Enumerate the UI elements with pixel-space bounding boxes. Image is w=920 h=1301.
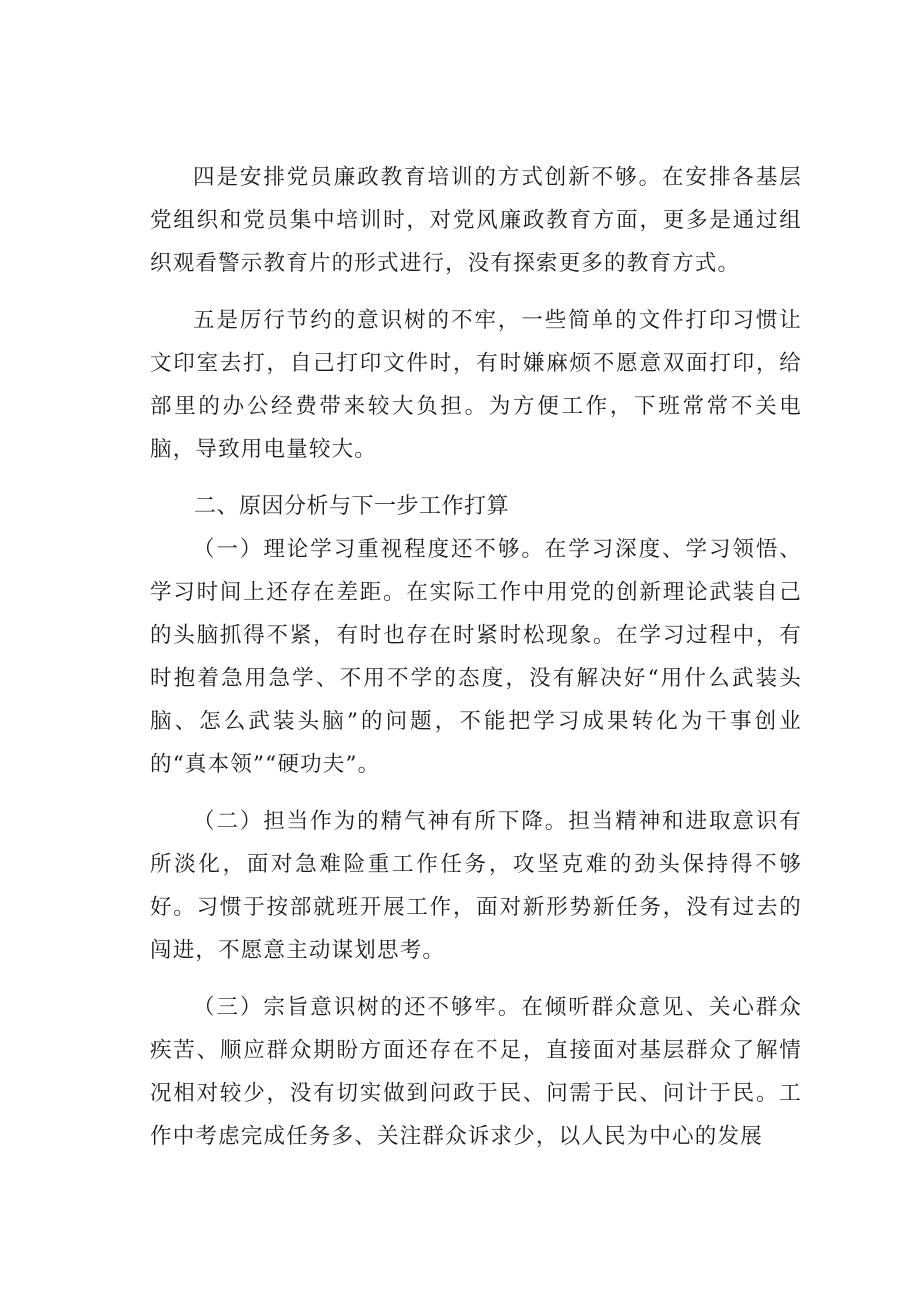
paragraph-purpose-awareness: （三）宗旨意识树的还不够牢。在倾听群众意见、关心群众疾苦、顺应群众期盼方面还存在不足，直接面对基层群众了解情况相对较少，没有切实做到问政于民、问需于民、问计于民。工作中考虑完成任务多、关注群众诉求少，以人民为中心的发展 [150, 995, 802, 1149]
paragraph-four-training: 四是安排党员廉政教育培训的方式创新不够。在安排各基层党组织和党员集中培训时，对党风廉政教育方面，更多是通过组织观看警示教育片的形式进行，没有探索更多的教育方式。 [150, 165, 802, 276]
paragraph-gap [150, 471, 802, 485]
paragraph-gap [150, 786, 802, 800]
paragraph-theory-study: （一）理论学习重视程度还不够。在学习深度、学习领悟、学习时间上还存在差距。在实际工作中用党的创新理论武装自己的头脑抓得不紧，有时也存在时紧时松现象。在学习过程中，有时抱着急用急学、不用不学的态度，没有解决好“用什么武装头脑、怎么武装头脑”的问题，不能把学习成果转化为干事创业的“真本领”“硬功夫”。 [150, 537, 802, 777]
document-body [150, 156, 802, 1158]
paragraph-gap [150, 972, 802, 986]
paragraph-responsibility: （二）担当作为的精气神有所下降。担当精神和进取意识有所淡化，面对急难险重工作任务，攻坚克难的劲头保持得不够好。习惯于按部就班开展工作，面对新形势新任务，没有过去的闯进，不愿意主动谋划思考。 [150, 809, 802, 963]
section-heading: 二、原因分析与下一步工作打算 [194, 494, 510, 519]
paragraph-five-frugality: 五是厉行节约的意识树的不牢，一些简单的文件打印习惯让文印室去打，自己打印文件时，有时嫌麻烦不愿意双面打印，给部里的办公经费带来较大负担。为方便工作，下班常常不关电脑，导致用电量较大。 [150, 308, 802, 462]
paragraph-gap [150, 285, 802, 299]
